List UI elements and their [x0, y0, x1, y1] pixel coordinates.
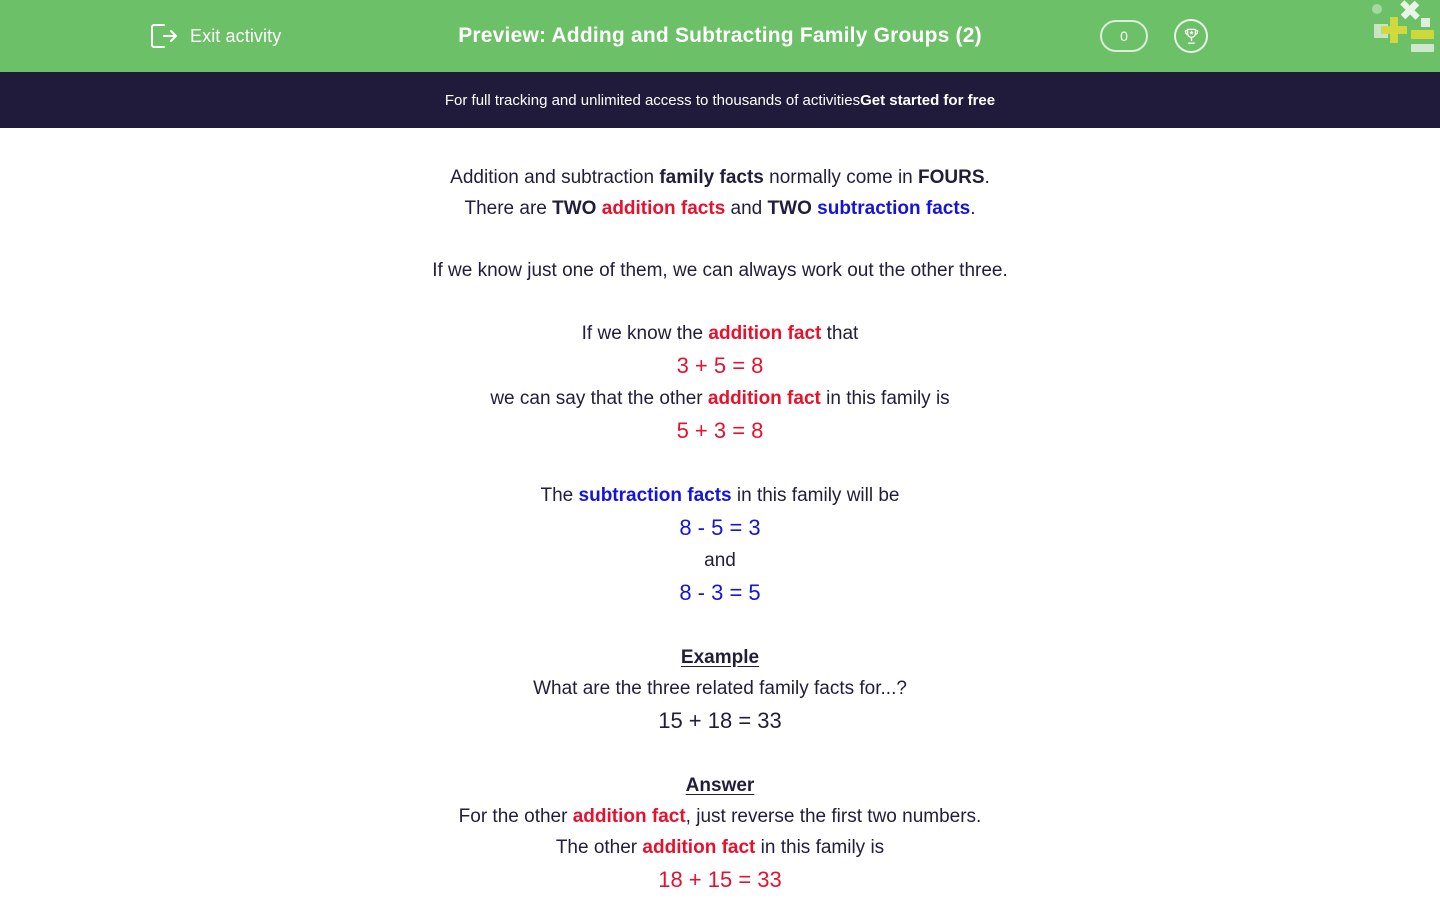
subtraction-lead — [0, 480, 1440, 511]
exit-arrow-icon — [150, 23, 178, 49]
promo-text: For full tracking and unlimited access to thousands of activities — [444, 91, 861, 109]
answer-1a: For the other — [458, 806, 573, 827]
exit-activity-label: Exit activity — [190, 25, 282, 46]
addition-lead-a: If we know the — [581, 323, 709, 344]
addition-lead-c: that — [821, 323, 859, 344]
header-actions — [1100, 0, 1208, 72]
answer-line-1 — [0, 801, 1440, 832]
example-equation: 15 + 18 = 33 — [658, 708, 782, 733]
intro-1a: Addition and subtraction — [450, 167, 660, 188]
answer-2a: The other — [555, 837, 643, 858]
answer-line-2 — [0, 832, 1440, 863]
deco-dot-icon — [1372, 4, 1382, 14]
intro-1d: FOURS — [918, 167, 985, 188]
subtraction-lead-c: in this family will be — [731, 485, 900, 506]
answer-2c: in this family is — [755, 837, 885, 858]
activity-content — [0, 128, 1440, 897]
decorative-shapes — [1360, 0, 1440, 58]
deco-square-pale-icon — [1374, 24, 1388, 38]
score-badge[interactable] — [1100, 20, 1148, 52]
app-header — [0, 0, 1440, 72]
intro-2d: and — [725, 198, 768, 219]
exit-activity-button[interactable] — [150, 0, 281, 72]
addition-mid-a: we can say that the other — [490, 388, 708, 409]
spacer — [0, 610, 1440, 642]
deco-bar-yellow-icon — [1411, 30, 1434, 39]
answer-2b: addition fact — [642, 837, 756, 858]
page-title: Preview: Adding and Subtracting Family Groups (2) — [458, 24, 982, 47]
intro-2e: TWO — [767, 198, 818, 219]
spacer — [0, 738, 1440, 770]
spacer — [0, 286, 1440, 318]
rule-line: If we know just one of them, we can always work out the other three. — [432, 260, 1008, 281]
intro-2c: addition facts — [601, 198, 726, 219]
intro-2f: subtraction facts — [817, 198, 971, 219]
answer-heading: Answer — [685, 775, 755, 796]
example-question: What are the three related family facts for...? — [533, 678, 907, 699]
promo-banner[interactable] — [0, 72, 1440, 128]
answer-1c: , just reverse the first two numbers. — [685, 806, 982, 827]
intro-1b: family facts — [659, 167, 764, 188]
spacer — [0, 448, 1440, 480]
deco-square-icon — [1421, 18, 1430, 27]
subtraction-conjunction: and — [704, 550, 736, 571]
intro-1e: . — [984, 167, 990, 188]
subtraction-lead-a: The — [540, 485, 579, 506]
trophy-button[interactable] — [1174, 19, 1208, 53]
spacer — [0, 224, 1440, 255]
intro-line-2 — [0, 193, 1440, 224]
promo-cta-link[interactable]: Get started for free — [860, 91, 996, 109]
intro-line-1 — [0, 162, 1440, 193]
deco-bar-pale-icon — [1411, 44, 1434, 52]
subtraction-lead-b: subtraction facts — [578, 485, 732, 506]
addition-fact-2: 5 + 3 = 8 — [676, 418, 764, 443]
score-value: 0 — [1120, 28, 1128, 44]
subtraction-fact-1: 8 - 5 = 3 — [679, 515, 761, 540]
answer-1b: addition fact — [572, 806, 686, 827]
intro-2g: . — [970, 198, 976, 219]
trophy-icon — [1182, 27, 1201, 46]
addition-mid-c: in this family is — [820, 388, 950, 409]
intro-2b: TWO — [552, 198, 602, 219]
addition-mid — [0, 383, 1440, 414]
addition-fact-1: 3 + 5 = 8 — [676, 353, 764, 378]
deco-cross-icon — [1395, 0, 1425, 25]
answer-equation: 18 + 15 = 33 — [658, 867, 782, 892]
intro-2a: There are — [464, 198, 553, 219]
addition-lead-b: addition fact — [708, 323, 822, 344]
deco-plus-icon — [1381, 17, 1407, 43]
example-heading: Example — [680, 647, 760, 668]
addition-lead — [0, 318, 1440, 349]
addition-mid-b: addition fact — [707, 388, 821, 409]
subtraction-fact-2: 8 - 3 = 5 — [679, 580, 761, 605]
intro-1c: normally come in — [763, 167, 919, 188]
